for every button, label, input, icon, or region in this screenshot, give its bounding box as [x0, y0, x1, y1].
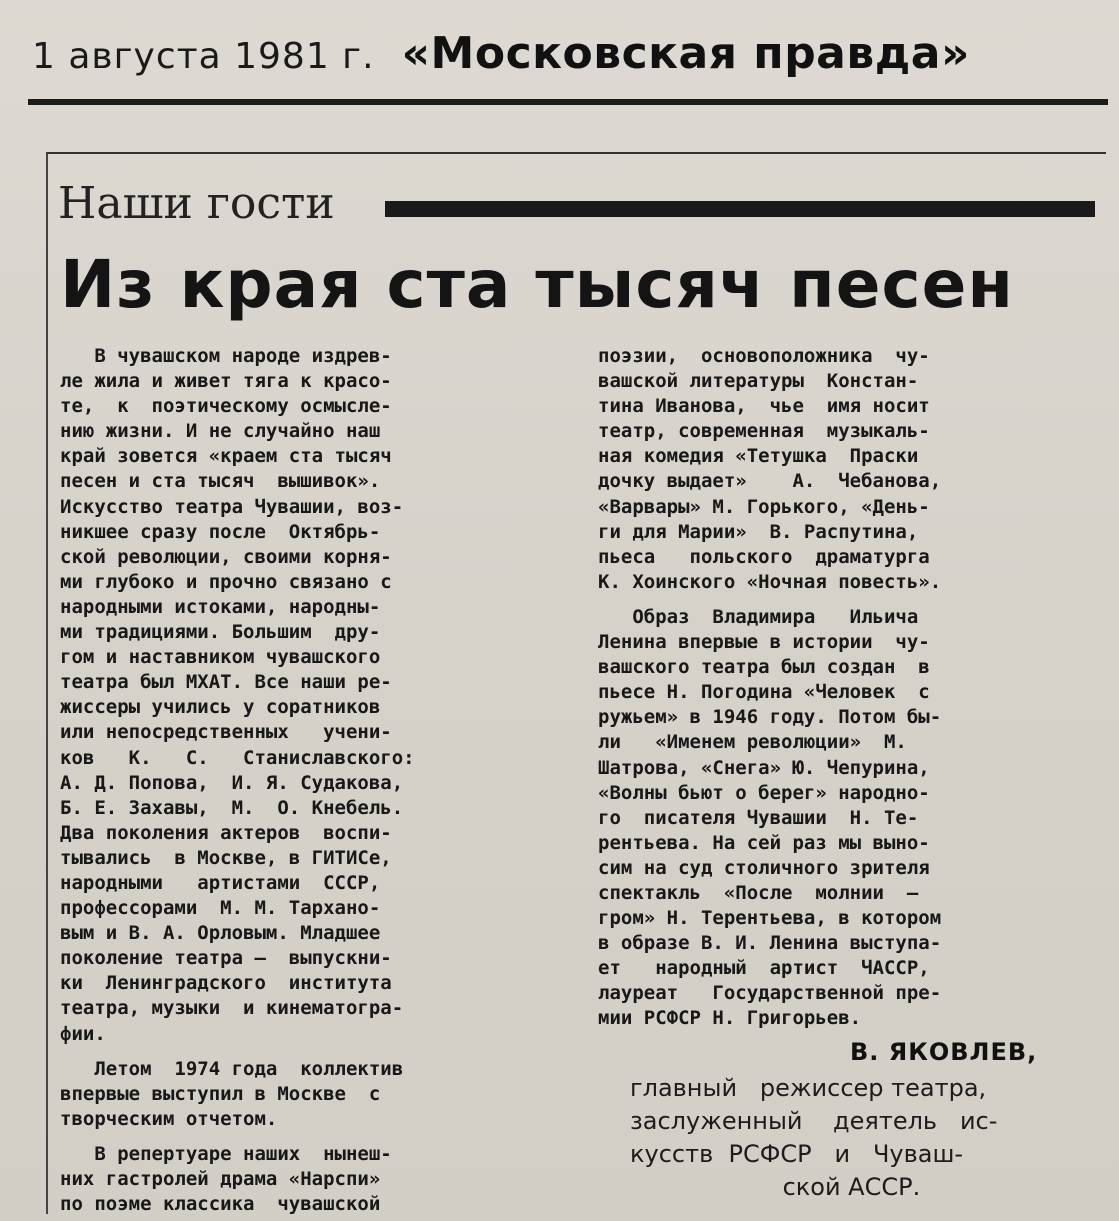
text-line: ная комедия «Тетушка Праски [598, 445, 919, 468]
text-line: мии РСФСР Н. Григорьев. [598, 1007, 862, 1030]
author-signature: В. ЯКОВЛЕВ, [850, 1038, 1038, 1066]
text-line: рентьева. На сей раз мы выно- [598, 831, 930, 854]
text-line: жиссеры учились у соратников [60, 696, 381, 719]
text-line: «Волны бьют о берег» народно- [598, 781, 930, 804]
rubric: Наши гости [58, 178, 335, 229]
text-line: ет народный артист ЧАССР, [598, 957, 930, 980]
text-line: поэзии, основоположника чу- [598, 345, 930, 367]
text-line: ружьем» в 1946 году. Потом бы- [598, 706, 942, 729]
text-line: гром» Н. Терентьева, в котором [598, 907, 942, 930]
credentials-line: кусств РСФСР и Чуваш- [630, 1140, 964, 1168]
masthead-rule [28, 99, 1108, 105]
text-line: ле жила и живет тяга к красо- [60, 370, 392, 393]
text-line: Образ Владимира Ильича [598, 605, 919, 628]
text-line: го писателя Чувашии Н. Те- [598, 806, 919, 829]
credentials-line: главный режиссер театра, [630, 1074, 987, 1102]
text-line: вым и В. А. Орловым. Младшее [60, 922, 381, 945]
article-column-left [60, 344, 565, 1217]
paragraph-gap [598, 595, 1098, 605]
text-line: или непосредственных учени- [60, 721, 392, 744]
text-line: профессорами М. М. Тарханo- [60, 897, 381, 920]
credentials-line: ской АССР. [630, 1173, 921, 1201]
text-line: ли «Именем революции» М. [598, 731, 907, 754]
text-line: по поэме классика чувашской [60, 1193, 381, 1216]
text-line: В репертуаре наших нынеш- [60, 1142, 392, 1165]
text-line: них гастролей драма «Нарспи» [60, 1168, 381, 1190]
paragraph-gap [60, 1047, 565, 1057]
text-line: вашского театра был создан в [598, 656, 930, 679]
text-line: театр, современная музыкаль- [598, 420, 930, 443]
text-line: нию жизни. И не случайно наш [60, 420, 381, 443]
author-credentials [630, 1072, 1070, 1204]
text-line: фии. [60, 1022, 106, 1045]
text-line: К. Хоинского «Ночная повесть». [598, 570, 942, 593]
text-line: Шатрова, «Снега» Ю. Чепурина, [598, 756, 930, 779]
paragraph-gap [60, 1132, 565, 1142]
text-line: ми традициями. Большим дру- [60, 621, 381, 644]
text-line: творческим отчетом. [60, 1107, 278, 1130]
text-line: В чувашском народе издрев- [60, 345, 392, 367]
text-line: вашской литературы Констан- [598, 370, 919, 393]
text-line: народными истоками, народны- [60, 595, 381, 618]
text-line: никшее сразу после Октябрь- [60, 520, 381, 543]
text-line: лауреат Государственной пре- [598, 982, 942, 1005]
rubric-bar [385, 201, 1095, 217]
text-line: ги для Марии» В. Распутина, [598, 520, 919, 543]
text-line: ки Ленинградского института [60, 972, 392, 995]
text-line: пьеса польского драматурга [598, 545, 930, 568]
text-line: Б. Е. Захавы, М. О. Кнебель. [60, 796, 404, 819]
masthead [32, 28, 1112, 88]
text-line: народными артистами СССР, [60, 871, 381, 894]
text-line: дочку выдает» А. Чебанова, [598, 470, 942, 493]
text-line: ков К. С. Станиславского: [60, 746, 415, 769]
text-line: Два поколения актеров воспи- [60, 821, 392, 844]
text-line: Ленина впервые в истории чу- [598, 631, 930, 654]
text-line: театра, музыки и кинематогра- [60, 997, 404, 1020]
issue-date: 1 августа 1981 г. [32, 36, 375, 77]
text-line: впервые выступил в Москве с [60, 1082, 381, 1105]
article-column-right [598, 344, 1098, 1032]
text-line: те, к поэтическому осмысле- [60, 395, 392, 418]
text-line: ми глубоко и прочно связано с [60, 570, 392, 593]
newspaper-name: «Московская правда» [401, 28, 970, 79]
text-line: ской революции, своими корня- [60, 545, 392, 568]
text-line: тывались в Москве, в ГИТИСе, [60, 846, 392, 869]
text-line: в образе В. И. Ленина выступа- [598, 932, 942, 955]
text-line: тина Иванова, чье имя носит [598, 395, 930, 418]
text-line: песен и ста тысяч вышивок». [60, 470, 381, 493]
text-line: А. Д. Попова, И. Я. Судакова, [60, 771, 404, 794]
text-line: гом и наставником чувашского [60, 646, 381, 669]
text-line: край зовется «краем ста тысяч [60, 445, 392, 468]
article-headline: Из края ста тысяч песен [60, 246, 1014, 323]
text-line: пьесе Н. Погодина «Человек с [598, 681, 930, 704]
text-line: поколение театра — выпускни- [60, 947, 392, 970]
text-line: спектакль «После молнии — [598, 881, 919, 904]
text-line: «Варвары» М. Горького, «День- [598, 495, 930, 518]
text-line: Летом 1974 года коллектив [60, 1057, 404, 1080]
text-line: сим на суд столичного зрителя [598, 856, 930, 879]
text-line: театра был МХАТ. Все наши ре- [60, 671, 392, 694]
text-line: Искусство театра Чувашии, воз- [60, 495, 404, 518]
credentials-line: заслуженный деятель ис- [630, 1107, 998, 1135]
